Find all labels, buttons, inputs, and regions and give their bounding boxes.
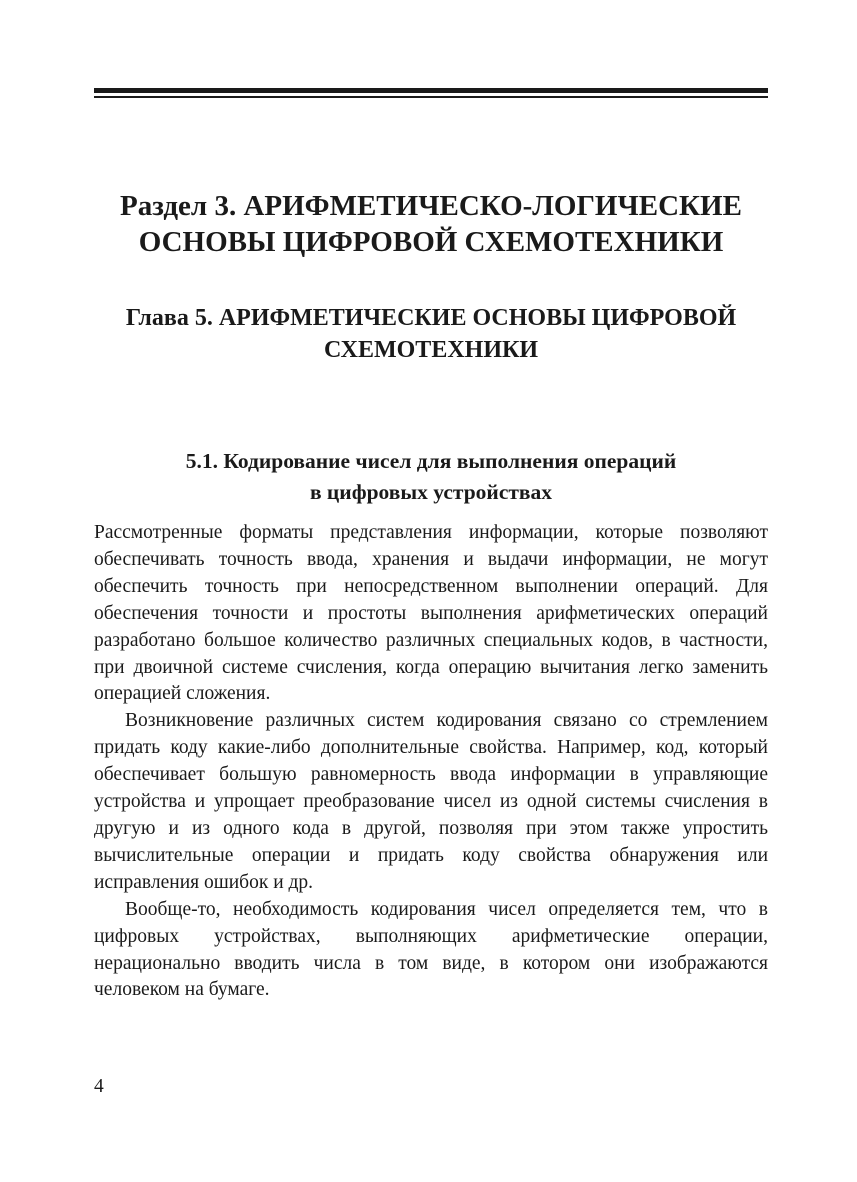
paragraph-3: Вообще-то, необходимость кодирования чисел определяется тем, что в цифровых устройствах, выполняющих арифметические операции, нерационально вводить числа в том виде, в котором они изображаются человеком на бумаге.: [94, 898, 768, 1001]
section-title-line-1: Раздел 3. АРИФМЕТИЧЕСКО-ЛОГИЧЕСКИЕ: [120, 190, 742, 222]
chapter-title: [94, 302, 768, 366]
page-number: 4: [94, 1076, 104, 1097]
subsection-title: [94, 446, 768, 508]
header-rule-thin: [94, 96, 768, 98]
subsection-title-line-1: 5.1. Кодирование чисел для выполнения операций: [185, 449, 677, 473]
chapter-title-line-2: СХЕМОТЕХНИКИ: [323, 337, 539, 363]
section-title-line-2: ОСНОВЫ ЦИФРОВОЙ СХЕМОТЕХНИКИ: [138, 226, 724, 258]
chapter-title-line-1: Глава 5. АРИФМЕТИЧЕСКИЕ ОСНОВЫ ЦИФРОВОЙ: [125, 305, 737, 331]
body-text: [94, 520, 768, 1004]
paragraph-2: Возникновение различных систем кодирования связано со стремлением придать коду какие-либо дополнительные свойства. Например, код, который обеспечивает большую равномерность ввода информации в управляющие устройства и упрощает преобразование чисел из одной системы счисления в другую и из одного кода в другой, позволяя при этом также упростить вычислительные операции и придать коду свойства обнаружения или исправления ошибок и др.: [94, 710, 768, 893]
subsection-title-line-2: в цифровых устройствах: [309, 480, 553, 504]
section-title: [94, 188, 768, 260]
paragraph-1: Рассмотренные форматы представления информации, которые позволяют обеспечивать точность ввода, хранения и выдачи информации, не могут обеспечить точность при непосредственном выполнении операций. Для обеспечения точности и простоты выполнения арифметических операций разработано большое количество различных специальных кодов, в частности, при двоичной системе счисления, когда операцию вычитания легко заменить операцией сложения.: [94, 522, 768, 705]
header-rule-thick: [94, 88, 768, 93]
